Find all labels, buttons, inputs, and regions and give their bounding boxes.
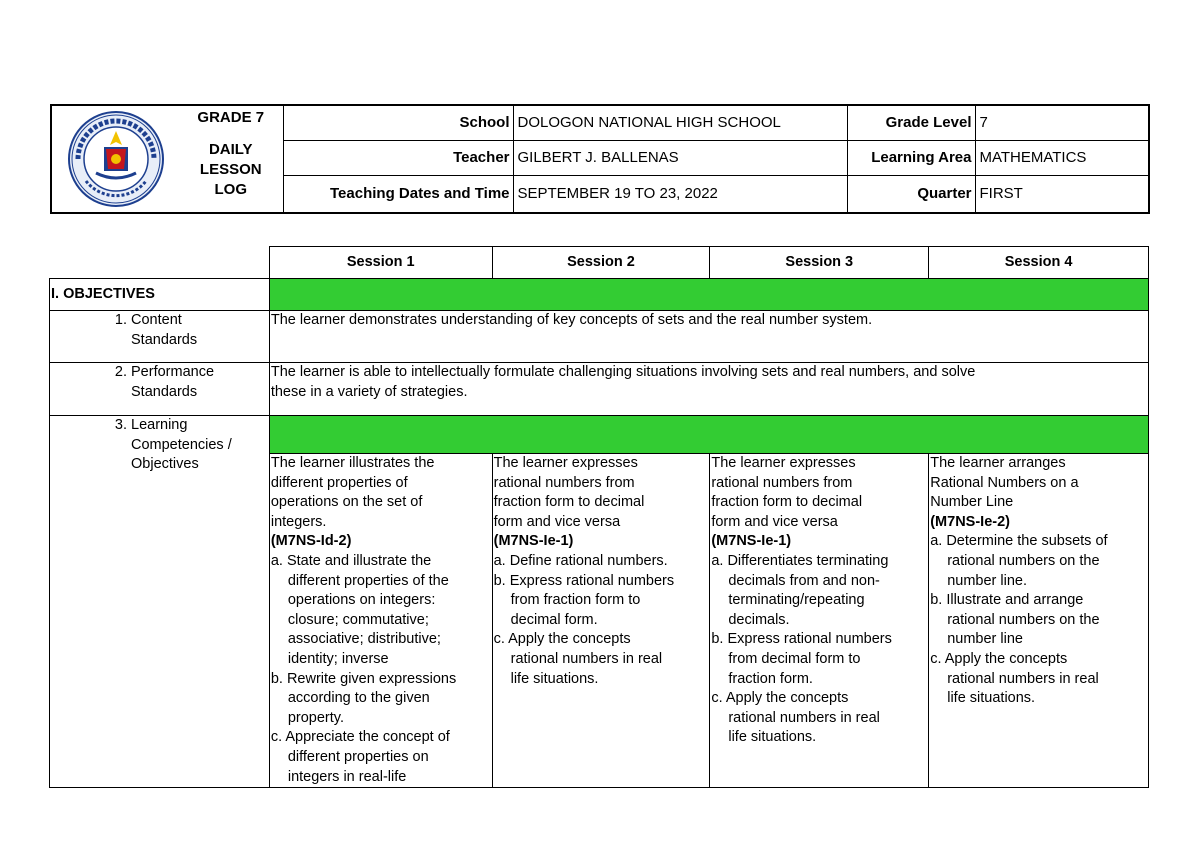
quarter-label: Quarter xyxy=(847,175,975,213)
content-standards-row xyxy=(50,311,1149,363)
session-2-header: Session 2 xyxy=(492,247,710,279)
grade-level-label: Grade Level xyxy=(847,105,975,140)
text-line: life situations. xyxy=(947,690,1036,707)
competency-code: (M7NS-Ie-1) xyxy=(493,533,574,550)
performance-standards-label: 2. Performance Standards xyxy=(50,363,270,416)
text-line: terminating/repeating xyxy=(728,592,865,609)
dates-value: SEPTEMBER 19 TO 23, 2022 xyxy=(513,175,847,213)
text-line: life situations. xyxy=(510,670,599,687)
text-line: from decimal form to xyxy=(728,650,861,667)
text-line: rational numbers on the xyxy=(947,552,1100,569)
text-line: number line xyxy=(947,631,1023,648)
competencies-label: 3. Learning Competencies / Objectives xyxy=(50,416,270,788)
text-line: c. Apply the concepts xyxy=(930,650,1068,667)
header-table xyxy=(50,104,1150,214)
text-line: c. Apply the concepts xyxy=(493,631,631,648)
lesson-log-table xyxy=(49,246,1149,788)
text-line: Rational Numbers on a xyxy=(930,474,1079,491)
text-line: rational numbers in real xyxy=(947,670,1099,687)
text-line: according to the given xyxy=(287,690,430,707)
text-line: b. Express rational numbers xyxy=(493,572,675,589)
text-line: The learner expresses xyxy=(711,455,856,471)
text-line: c. Apply the concepts xyxy=(711,690,849,707)
text-line: rational numbers from xyxy=(493,474,635,491)
text-line: different properties of xyxy=(270,474,408,491)
quarter-value: FIRST xyxy=(975,175,1149,213)
text-line: The learner expresses xyxy=(493,455,638,471)
text-line: fraction form to decimal xyxy=(493,494,645,511)
text-line: operations on integers: xyxy=(287,592,436,609)
competency-code: (M7NS-Ie-2) xyxy=(930,513,1010,530)
session-2-objectives xyxy=(492,454,710,788)
text-line: number line. xyxy=(947,572,1028,589)
text-line: Number Line xyxy=(930,494,1014,511)
logo-cell xyxy=(51,105,179,213)
text-line: from fraction form to xyxy=(510,592,641,609)
dll-title xyxy=(179,105,283,213)
text-line: operations on the set of xyxy=(270,494,423,511)
session-1-header: Session 1 xyxy=(269,247,492,279)
teacher-value: GILBERT J. BALLENAS xyxy=(513,140,847,175)
text-line: fraction form to decimal xyxy=(711,494,863,511)
deped-seal-logo xyxy=(66,109,166,209)
grade-level-value: 7 xyxy=(975,105,1149,140)
competency-code: (M7NS-Id-2) xyxy=(270,533,352,550)
text-line: b. Rewrite given expressions xyxy=(270,670,457,687)
text-line: a. State and illustrate the xyxy=(270,552,432,569)
title-grade: GRADE 7 xyxy=(197,109,265,126)
session-4-objectives xyxy=(929,454,1149,788)
learning-area-value: MATHEMATICS xyxy=(975,140,1149,175)
competencies-green-band xyxy=(269,416,1148,454)
text-line: b. Illustrate and arrange xyxy=(930,592,1084,609)
blank-corner xyxy=(50,247,270,279)
content-standards-label: 1. Content Standards xyxy=(50,311,270,363)
text-line: a. Define rational numbers. xyxy=(493,552,668,569)
text-line: decimal form. xyxy=(510,611,598,628)
text-line: fraction form. xyxy=(728,670,813,687)
text-line: a. Determine the subsets of xyxy=(930,533,1108,550)
session-1-objectives xyxy=(269,454,492,788)
content-standards-text: The learner demonstrates understanding of key concepts of sets and the real number system. xyxy=(269,311,1148,363)
school-value: DOLOGON NATIONAL HIGH SCHOOL xyxy=(513,105,847,140)
text-line: integers in real-life xyxy=(287,768,407,785)
session-3-objectives xyxy=(710,454,929,788)
title-lesson: LESSON xyxy=(199,161,262,178)
performance-standards-row xyxy=(50,363,1149,416)
text-line: rational numbers in real xyxy=(510,650,663,667)
text-line: integers. xyxy=(270,513,327,530)
text-line: c. Appreciate the concept of xyxy=(270,729,450,746)
text-line: rational numbers on the xyxy=(947,611,1100,628)
objectives-heading-row xyxy=(50,279,1149,311)
text-line: different properties on xyxy=(287,748,429,765)
text-line: decimals. xyxy=(728,611,790,628)
text-line: property. xyxy=(287,709,344,726)
school-label: School xyxy=(283,105,513,140)
performance-standards-text: The learner is able to intellectually formulate challenging situations involving sets and real numbers, and solve these in a variety of strategies. xyxy=(269,363,1148,416)
competency-code: (M7NS-Ie-1) xyxy=(711,533,792,550)
text-line: rational numbers from xyxy=(711,474,853,491)
text-line: The learner arranges xyxy=(930,455,1066,471)
text-line: associative; distributive; xyxy=(287,631,441,648)
text-line: identity; inverse xyxy=(287,650,389,667)
title-log: LOG xyxy=(214,181,247,198)
text-line: rational numbers in real xyxy=(728,709,880,726)
text-line: life situations. xyxy=(728,729,817,746)
text-line: b. Express rational numbers xyxy=(711,631,892,648)
session-header-row xyxy=(50,247,1149,279)
text-line: form and vice versa xyxy=(711,513,838,530)
session-4-header: Session 4 xyxy=(929,247,1149,279)
objectives-green-band xyxy=(269,279,1148,311)
text-line: The learner illustrates the xyxy=(270,455,435,471)
text-line: closure; commutative; xyxy=(287,611,429,628)
text-line: a. Differentiates terminating xyxy=(711,552,889,569)
learning-area-label: Learning Area xyxy=(847,140,975,175)
dates-label: Teaching Dates and Time xyxy=(283,175,513,213)
text-line: form and vice versa xyxy=(493,513,621,530)
session-3-header: Session 3 xyxy=(710,247,929,279)
text-line: different properties of the xyxy=(287,572,449,589)
text-line: decimals from and non- xyxy=(728,572,880,589)
objectives-heading: I. OBJECTIVES xyxy=(50,279,270,311)
competencies-band-row xyxy=(50,416,1149,454)
teacher-label: Teacher xyxy=(283,140,513,175)
title-daily: DAILY xyxy=(208,141,253,158)
